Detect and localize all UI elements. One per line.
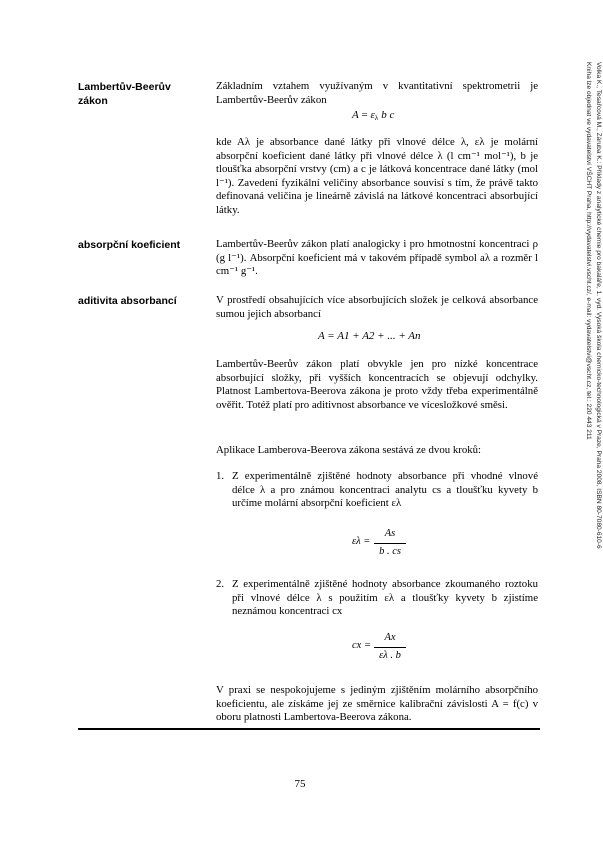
lambert-beer-equation: $A = \varepsilon_\lambda$ b c	[352, 109, 395, 122]
step-2-formula-denominator: ελ . b	[379, 650, 401, 661]
step-2-text: Z experimentálně zjištěné hodnoty absorbance zkoumaného roztoku při vlnové délce λ s použitím ελ a tloušťky kyvety b zjistíme neznámou koncentraci cx	[232, 578, 538, 618]
intro-paragraph	[216, 80, 538, 107]
side-citation-line-1: Volka K., Tesařcová M., Záruba K.: Příklady z analytické chemie pro bakaláře, 1. vyd. Vysoká škola chemicko-technologická v Praze, Praha 2008, ISBN 80-7080-610-6	[595, 62, 602, 549]
footer-rule	[78, 728, 540, 730]
step-2-formula-numerator: Ax	[384, 632, 396, 643]
step-2-fraction-bar	[374, 647, 406, 648]
step-1-number: 1.	[216, 470, 225, 482]
step-1-formula-numerator: As	[384, 528, 396, 539]
step-2-formula-lhs: cx =	[352, 640, 372, 651]
additivity-text: V prostředí obsahujících více absorbujících složek je celková absorbance sumou jejich absorbancí	[216, 294, 538, 320]
intro-text: Základním vztahem využívaným v kvantitativní spektrometrii je Lambertův-Beerův zákon	[216, 80, 538, 106]
application-text: Aplikace Lamberova-Beerova zákona sestává ze dvou kroků:	[216, 444, 482, 456]
side-citation-line-2: Kniha lze objednat ve vydavatelství VŠCHT Praha, http://vydavatelstvi.vscht.cz/, e-mail: vydavatelstvi@vscht.cz, tel.: 220 443 211	[585, 62, 592, 440]
step-1-formula-lhs: ελ =	[352, 536, 371, 547]
closing-text: V praxi se nespokojujeme s jediným zjištěním molárního absorpčního koeficientu, ale získáme jej ze směrnice kalibrační závislosti A = f(c) v oboru platnosti Lambertova-Beerova zákona.	[216, 684, 538, 724]
step-1	[216, 470, 538, 511]
explanation-paragraph	[216, 136, 538, 218]
term-lambert-beer: Lambertův-Beerův zákon	[78, 81, 171, 107]
application-paragraph	[216, 444, 538, 458]
absorption-coefficient-paragraph	[216, 238, 538, 279]
term-additivity: aditivita absorbancí	[78, 295, 177, 307]
additivity-paragraph	[216, 294, 538, 321]
page-number: 75	[294, 778, 306, 790]
step-1-fraction-bar	[374, 543, 406, 544]
step-1-text: Z experimentálně zjištěné hodnoty absorbance při vhodné vlnové délce λ a pro známou koncentraci analytu cs a tloušťku kyvety b určíme molární absorpční koeficient ελ	[232, 470, 538, 510]
step-2	[216, 578, 538, 619]
explanation-text: kde Aλ je absorbance dané látky při vlnové délce λ, ελ je molární absorpční koeficient dané látky při vlnové délce λ (l cm⁻¹ mol⁻¹), b je tloušťka absorpční vrstvy (cm) a c je látková koncentrace dané látky (mol l⁻¹). Zavedení fyzikální veličiny absorbance souvisí s tím, že právě takto definovaná veličina je lineárně závislá na látkové koncentraci absorbující látky.	[216, 136, 538, 216]
side-citation	[575, 62, 603, 622]
step-1-formula-denominator: b . cs	[379, 546, 401, 557]
step-2-number: 2.	[216, 578, 225, 590]
validity-text: Lambertův-Beerův zákon platí obvykle jen pro nízké koncentrace absorbující složky, při vyšších koncentracích se objevují odchylky. Platnost Lambertova-Beerova zákona je proto vždy třeba experimentálně ověřit. Totéž platí pro aditivnost absorbance ve vícesložkové směsi.	[216, 358, 538, 411]
closing-paragraph	[216, 684, 538, 725]
step-2-formula	[352, 632, 412, 666]
absorption-coefficient-text: Lambertův-Beerův zákon platí analogicky i pro hmotnostní koncentraci ρ (g l⁻¹). Absorpční koeficient má v takovém případě symbol aλ a rozměr l cm⁻¹ g⁻¹.	[216, 238, 538, 278]
step-1-formula	[352, 528, 412, 562]
additivity-equation: A = A1 + A2 + ... + An	[318, 330, 421, 342]
term-absorption-coefficient: absorpční koeficient	[78, 239, 181, 251]
validity-paragraph	[216, 358, 538, 412]
